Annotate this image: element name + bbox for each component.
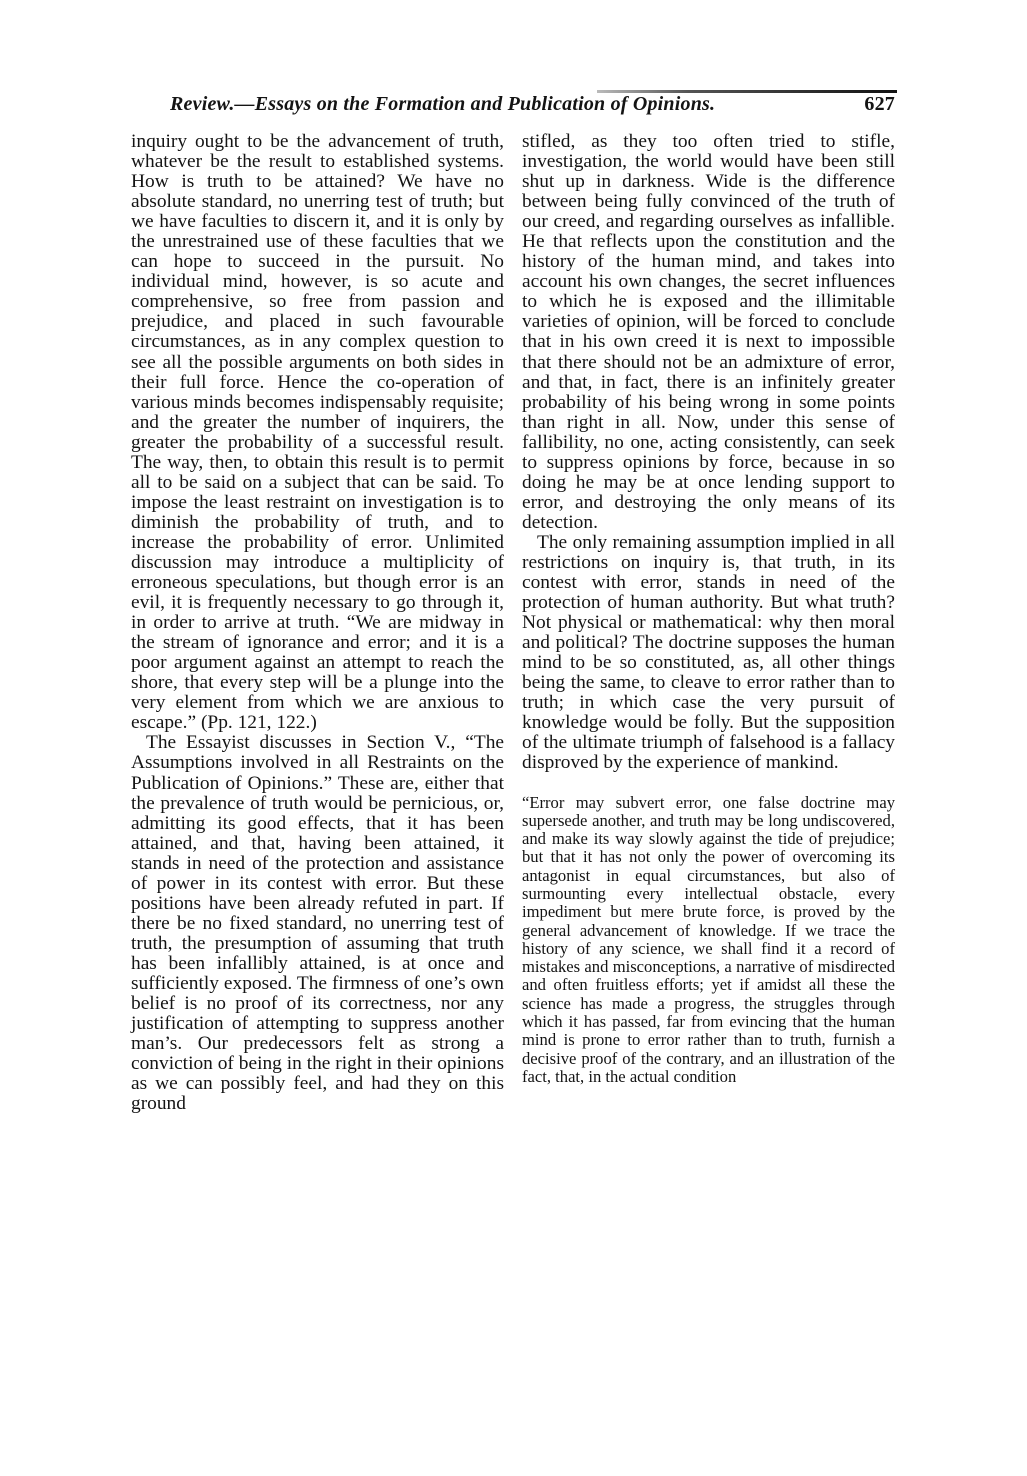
running-head-title: Review.—Essays on the Formation and Publication of Opinions.	[170, 93, 716, 115]
paragraph: inquiry ought to be the advancement of truth, whatever be the result to established systems. How is truth to be attained? We have no absolute standard, no unerring test of truth; but we have faculties to discern it, and it is only by the unrestrained use of these faculties that we can hope to succeed in the pursuit. No individual mind, however, is so acute and comprehensive, so free from passion and prejudice, and placed in such favourable circumstances, as in any complex question to see all the possible arguments on both sides in their full force. Hence the co-operation of various minds becomes indispensably requisite; and the greater the number of inquirers, the greater the probability of a successful result. The way, then, to obtain this result is to permit all to be said on a subject that can be said. To impose the least restraint on investigation is to diminish the probability of truth, and to increase the probability of error. Unlimited discussion may introduce a multiplicity of erroneous speculations, but though error is an evil, it is frequently necessary to go through it, in order to arrive at truth. “We are midway in the stream of ignorance and error; and it is a poor argument against an attempt to reach the shore, that every step will be a plunge into the very element from which we are anxious to escape.” (Pp. 121, 122.)	[131, 131, 504, 734]
paragraph: The only remaining assumption implied in all restrictions on inquiry is, that truth, in its contest with error, stands in need of the protection of human authority. But what truth? Not physical or mathematical: why then moral and political? The doctrine supposes the human mind to be so constituted, as, all other things being the same, to cleave to error rather than to truth; in which case the very pursuit of knowledge would be folly. But the supposition of the ultimate triumph of falsehood is a fallacy disproved by the experience of mankind.	[522, 531, 895, 774]
paragraph: The Essayist discusses in Section V., “The Assumptions involved in all Restraints on the Publication of Opinions.” These are, either that the prevalence of truth would be pernicious, or, admitting its good effects, that it has been attained, and that, having been attained, it stands in need of the protection and assistance of power in its contest with error. But these positions have been already refuted in part. If there be no fixed standard, no unerring test of truth, the presumption of assuming that truth has been infallibly attained, is at once and sufficiently exposed. The firmness of one’s own belief is no proof of its correctness, nor any justification of attempting to suppress another man’s. Our predecessors felt as strong a conviction of being in the right in their opinions as we can possibly feel, and had they on this ground	[131, 732, 504, 1115]
block-quote: “Error may subvert error, one false doctrine may supersede another, and truth may be long undiscovered, and make its way slowly against the tide of prejudice; but that it has not only the power of overcoming its antagonist in equal circumstances, but also of surmounting every intellectual obstacle, every impediment but mere brute force, is proved by the general advancement of knowledge. If we trace the history of any science, we shall find it a record of mistakes and misconceptions, a narrative of misdirected and often fruitless efforts; yet if amidst all these the science has made a progress, the struggles through which it has passed, far from evincing that the human mind is prone to error rather than to truth, furnish a decisive proof of the contrary, and an illustration of the fact, that, in the actual condition	[522, 792, 895, 1086]
paragraph: stifled, as they too often tried to stifle, investigation, the world would have been still shut up in darkness. Wide is the difference between being fully convinced of the truth of our creed, and regarding ourselves as infallible. He that reflects upon the constitution and the history of the human mind, and takes into account his own changes, the secret influences to which he is exposed and the illimitable varieties of opinion, will be forced to conclude that in his own creed it is next to impossible that there should not be an admixture of error, and that, in fact, there is an infinitely greater probability of his being wrong in some points than right in all. Now, under this sense of fallibility, no one, acting consistently, can seek to suppress opinions by force, because in so doing he may be at once lending support to error, and destroying the only means of its detection.	[522, 131, 895, 533]
left-column	[131, 132, 504, 1114]
page-number: 627	[864, 93, 895, 115]
right-column	[522, 132, 895, 1086]
running-head	[170, 93, 895, 123]
